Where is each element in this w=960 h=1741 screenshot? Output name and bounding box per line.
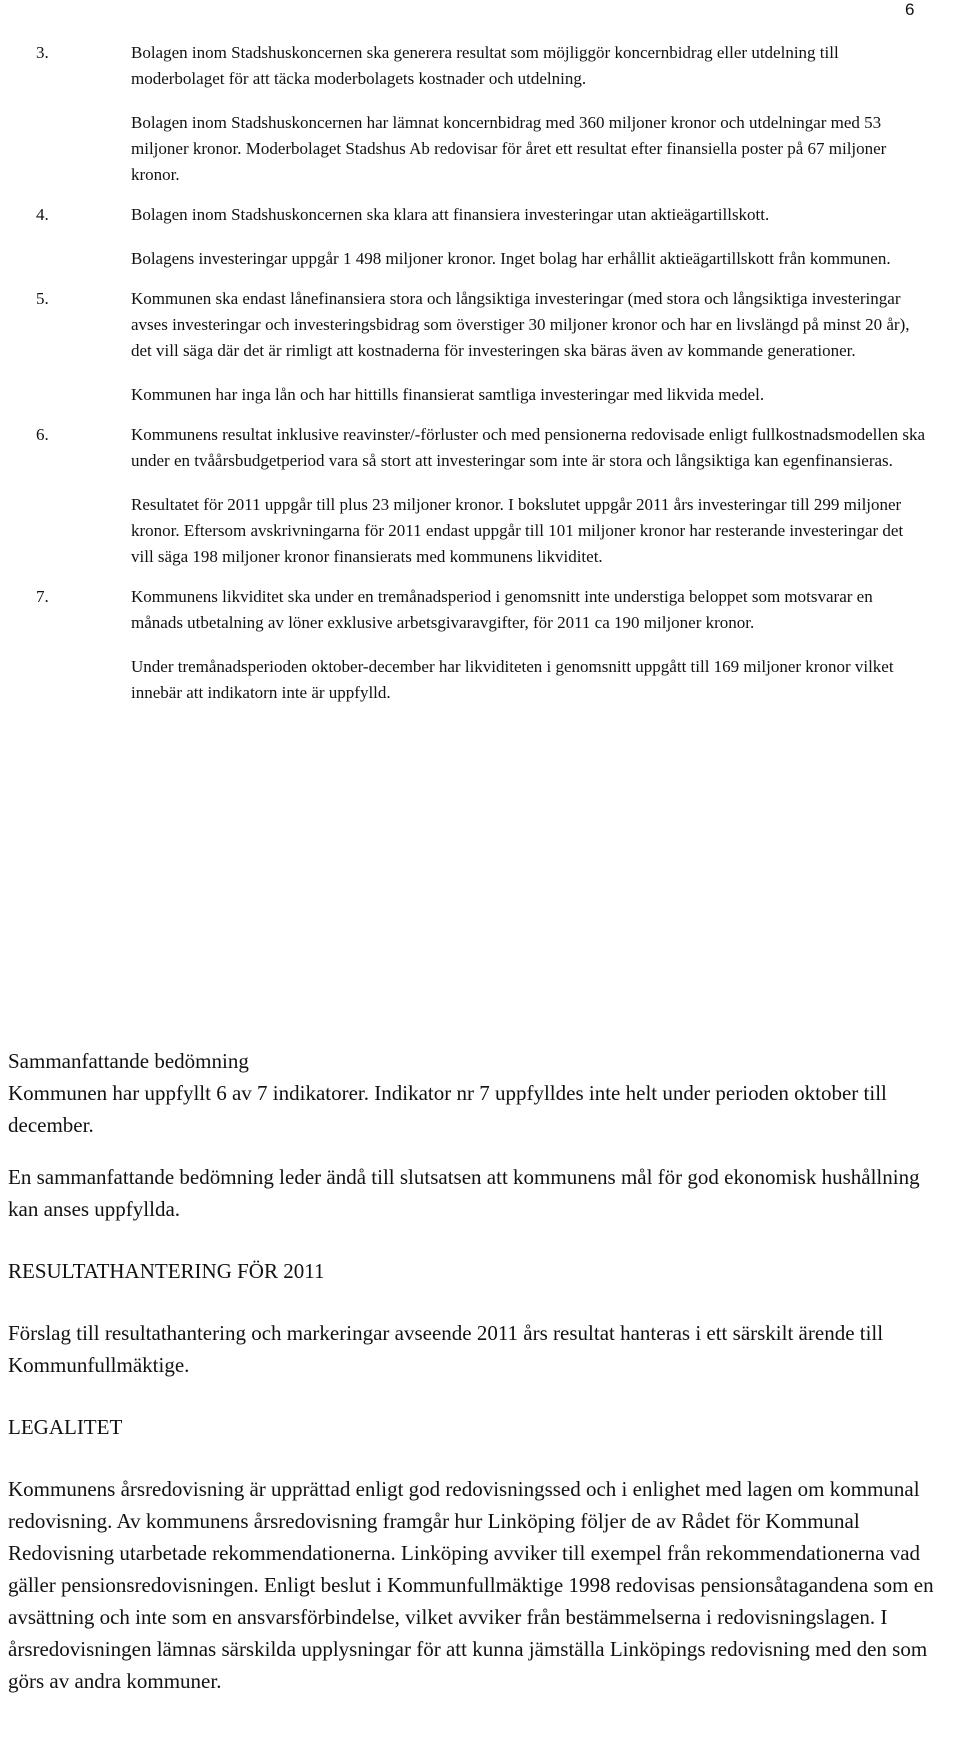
item-number: 6. [36,425,49,444]
result-heading: RESULTATHANTERING FÖR 2011 [8,1259,325,1283]
item-paragraph: Bolagen inom Stadshuskoncernen ska generera resultat som möjliggör koncernbidrag eller utdelning till moderbolaget för att täcka moderbolagets kostnader och utdelning. [131,43,839,88]
list-item [36,584,926,706]
legality-heading: LEGALITET [8,1415,123,1439]
list-item [36,40,926,188]
item-paragraph: Resultatet för 2011 uppgår till plus 23 miljoner kronor. I bokslutet uppgår 2011 års investeringar till 299 miljoner kronor. Eftersom avskrivningarna för 2011 endast uppgår till 101 miljoner kronor har resterande investeringar det vill säga 198 miljoner kronor finansierats med kommunens likviditet. [131,495,904,566]
item-paragraph: Bolagen inom Stadshuskoncernen ska klara att finansiera investeringar utan aktieägartillskott. [131,205,770,224]
item-paragraph: Kommunen ska endast lånefinansiera stora och långsiktiga investeringar (med stora och långsiktiga investeringar avses investeringar och investeringsbidrag som överstiger 30 miljoner kronor och har en livslängd på minst 20 år), det vill säga där det är rimligt att kostnaderna för investeringen ska bäras även av kommande generationer. [131,289,910,360]
item-body [131,286,926,408]
summary-heading: Sammanfattande bedömning [8,1049,249,1073]
result-text: Förslag till resultathantering och markeringar avseende 2011 års resultat hanteras i ett särskilt ärende till Kommunfullmäktige. [8,1321,884,1377]
item-body [131,584,926,706]
item-paragraph: Kommunen har inga lån och har hittills finansierat samtliga investeringar med likvida medel. [131,385,765,404]
summary-conclusion: En sammanfattande bedömning leder ändå till slutsatsen att kommunens mål för god ekonomisk hushållning kan anses uppfyllda. [8,1165,920,1221]
list-item [36,286,926,408]
list-item [36,422,926,570]
indicator-list [36,40,926,720]
item-number: 7. [36,587,49,606]
item-paragraph: Bolagens investeringar uppgår 1 498 miljoner kronor. Inget bolag har erhållit aktieägartillskott från kommunen. [131,249,891,268]
item-paragraph: Bolagen inom Stadshuskoncernen har lämnat koncernbidrag med 360 miljoner kronor och utdelningar med 53 miljoner kronor. Moderbolaget Stadshus Ab redovisar för året ett resultat efter finansiella poster på 67 miljoner kronor. [131,113,887,184]
page-number: 6 [905,0,915,19]
summary-section [8,1045,948,1697]
list-item [36,202,926,272]
item-body [131,40,926,188]
item-paragraph: Kommunens likviditet ska under en tremånadsperiod i genomsnitt inte understiga beloppet som motsvarar en månads utbetalning av löner exklusive arbetsgivaravgifter, för 2011 ca 190 miljoner kronor. [131,587,873,632]
item-paragraph: Under tremånadsperioden oktober-december har likviditeten i genomsnitt uppgått till 169 miljoner kronor vilket innebär att indikatorn inte är uppfylld. [131,657,894,702]
item-number: 4. [36,205,49,224]
item-body [131,202,926,272]
legality-text: Kommunens årsredovisning är upprättad enligt god redovisningssed och i enlighet med lagen om kommunal redovisning. Av kommunens årsredovisning framgår hur Linköping följer de av Rådet för Kommunal Redovisning utarbetade rekommendationerna. Linköping avviker till exempel från rekommendationerna vad gäller pensionsredovisningen. Enligt beslut i Kommunfullmäktige 1998 redovisas pensionsåtagandena som en avsättning och inte som en ansvarsförbindelse, vilket avviker från bestämmelserna i redovisningslagen. I årsredovisningen lämnas särskilda upplysningar för att kunna jämställa Linköpings redovisning med den som görs av andra kommuner. [8,1477,934,1693]
item-number: 5. [36,289,49,308]
item-paragraph: Kommunens resultat inklusive reavinster/-förluster och med pensionerna redovisade enligt fullkostnadsmodellen ska under en tvåårsbudgetperiod vara så stort att investeringar som inte är stora och långsiktiga kan egenfinansieras. [131,425,926,470]
item-number: 3. [36,43,49,62]
item-body [131,422,926,570]
summary-text: Kommunen har uppfyllt 6 av 7 indikatorer. Indikator nr 7 uppfylldes inte helt under perioden oktober till december. [8,1081,887,1137]
